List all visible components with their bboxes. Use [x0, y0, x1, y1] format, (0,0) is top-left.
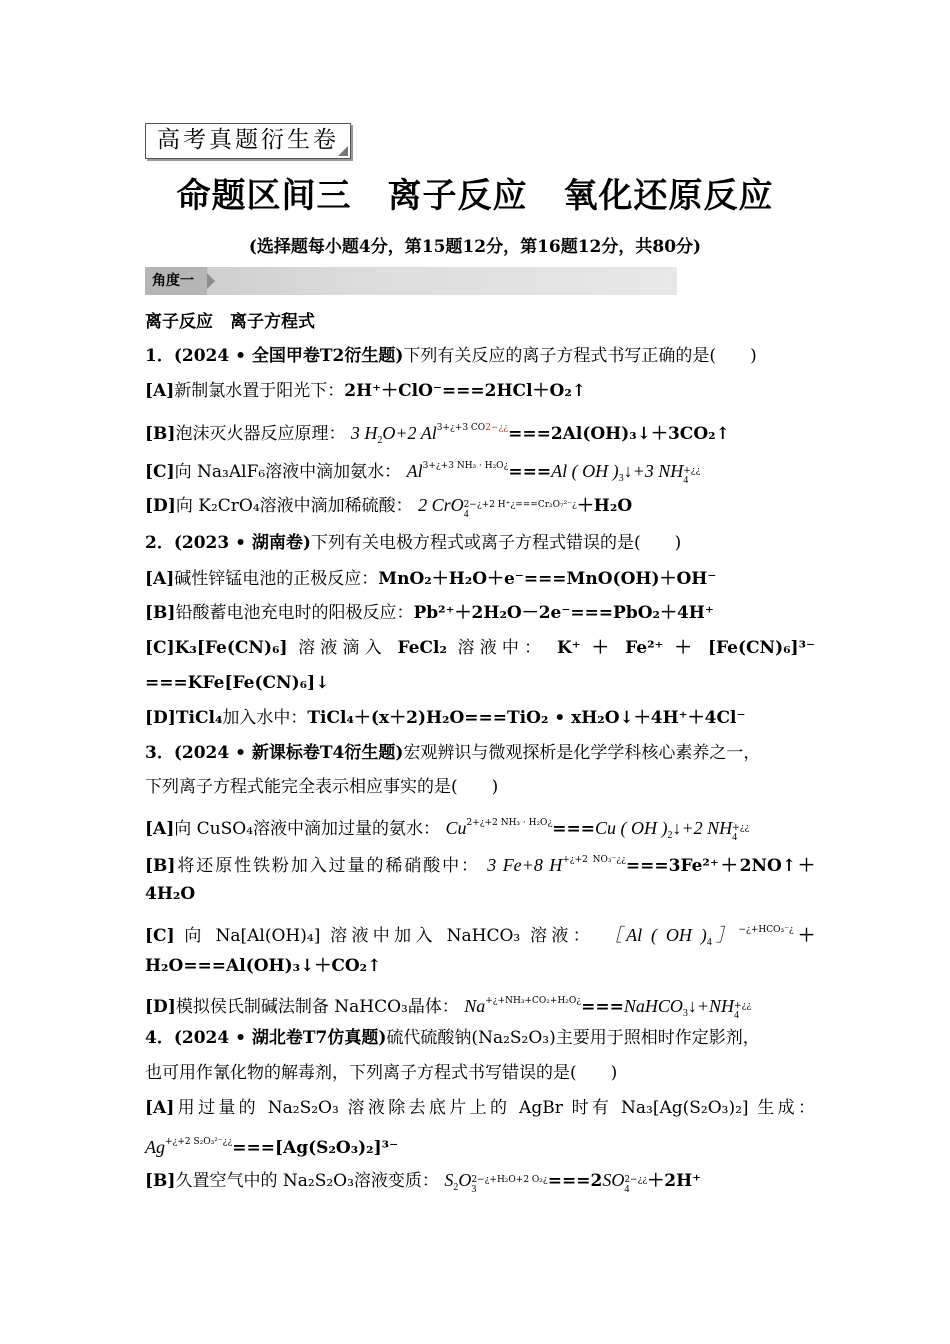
q2-option-c: [C]K₃[Fe(CN)₆] 溶液滴入 FeCl₂ 溶液中： K⁺ ＋ Fe²⁺ ＋ [Fe(CN)₆]³⁻: [145, 638, 816, 658]
q2-stem: 2．(2023 • 湖南卷)下列有关电极方程式或离子方程式错误的是( ): [145, 533, 682, 553]
section-heading: 离子反应 离子方程式: [145, 312, 315, 332]
q1-option-d: [D]向 K₂CrO₄溶液中滴加稀硫酸： 2 CrO 2−¿+2 H⁺¿===Cr₂O₇²⁻¿ 4 ＋H₂O: [145, 495, 633, 520]
q1-option-c: [C]向 Na₃AlF₆溶液中滴加氨水： $Al^{3+¿+3 NH_3 \cdot H_2O¿}===Al$ ( OH )$_3↓+3$ NH +¿¿ 4: [145, 461, 701, 486]
q4-option-a: [A]用过量的 Na₂S₂O₃ 溶液除去底片上的 AgBr 时有 Na₃[Ag(S₂O₃)₂] 生成：: [145, 1098, 815, 1118]
q2-option-c-cont: ===KFe[Fe(CN)₆]↓: [145, 673, 330, 693]
angle-tag: 角度一: [145, 267, 207, 295]
scoring-note: (选择题每小题4分，第15题12分，第16题12分，共80分): [248, 237, 702, 257]
q1-option-a: [A]新制氯水置于阳光下：2H⁺＋ClO⁻===2HCl＋O₂↑: [145, 381, 587, 401]
q2-option-d: [D]TiCl₄加入水中：TiCl₄＋(x＋2)H₂O===TiO₂ • xH₂O↓＋4H⁺＋4Cl⁻: [145, 708, 746, 728]
q3-option-b-cont: 4H₂O: [145, 884, 196, 904]
q3-option-d: [D]模拟侯氏制碱法制备 NaHCO₃晶体： $Na^{+¿+NH_3+CO_2+H_2O¿}===NaHCO_3↓+NH$ +¿¿ 4: [145, 996, 752, 1021]
q1-stem: 1．(2024 • 全国甲卷T2衍生题)下列有关反应的离子方程式书写正确的是( ): [145, 346, 757, 366]
q3-stem-cont: 下列离子方程式能完全表示相应事实的是( ): [145, 777, 499, 797]
page-title: 命题区间三 离子反应 氧化还原反应: [176, 176, 774, 216]
q3-option-c-cont: H₂O===Al(OH)₃↓＋CO₂↑: [145, 956, 382, 976]
q4-stem: 4．(2024 • 湖北卷T7仿真题)硫代硫酸钠(Na₂S₂O₃)主要用于照相时作定影剂，: [145, 1028, 760, 1048]
q1-option-b: [B]泡沫灭火器反应原理： 3 $H_2O+2$ $Al^{3+¿+3 CO2-¿¿}===2Al(OH)_3↓+3CO_2↑$: [145, 423, 730, 446]
angle-bar: [145, 267, 677, 295]
q2-option-b: [B]铅酸蓄电池充电时的阳极反应：Pb²⁺＋2H₂O－2e⁻===PbO₂＋4H⁺: [145, 603, 714, 623]
q2-option-a: [A]碱性锌锰电池的正极反应：MnO₂＋H₂O＋e⁻===MnO(OH)＋OH⁻: [145, 569, 717, 589]
q4-stem-cont: 也可用作氰化物的解毒剂，下列离子方程式书写错误的是( ): [145, 1063, 618, 1083]
q4-option-a-cont: $Ag^{+¿+2 S_2O_3^{2-}¿¿}===[Ag(S_2O_3)_2]^{3-}$: [145, 1137, 399, 1158]
q3-option-a: [A]向 CuSO₄溶液中滴加过量的氨水： $Cu^{2+¿+2 NH_3 \cdot H_2O¿}===Cu$ ( OH )$_2↓+2$ NH +¿¿ 4: [145, 818, 750, 843]
q4-option-b: [B]久置空气中的 Na₂S₂O₃溶液变质： $S_2O$ 2−¿+H₂O+2 O₂¿ 3 ===2SO 2−¿¿ 4 ＋2H⁺: [145, 1170, 702, 1195]
q3-option-c: [C] 向 Na[Al(OH)₄] 溶液中加入 NaHCO₃ 溶液： ［Al ( OH )$_4]^{-¿+HCO_3^-¿}+$: [145, 925, 816, 948]
q3-stem: 3．(2024 • 新课标卷T4衍生题)宏观辨识与微观探析是化学学科核心素养之一，: [145, 743, 761, 763]
exam-badge: 高考真题衍生卷: [145, 123, 351, 159]
q3-option-b: [B]将还原性铁粉加入过量的稀硝酸中： 3 Fe+8 $H^{+¿+2 NO_3^-¿¿}===3Fe^{2+}+2NO↑+$: [145, 855, 815, 876]
